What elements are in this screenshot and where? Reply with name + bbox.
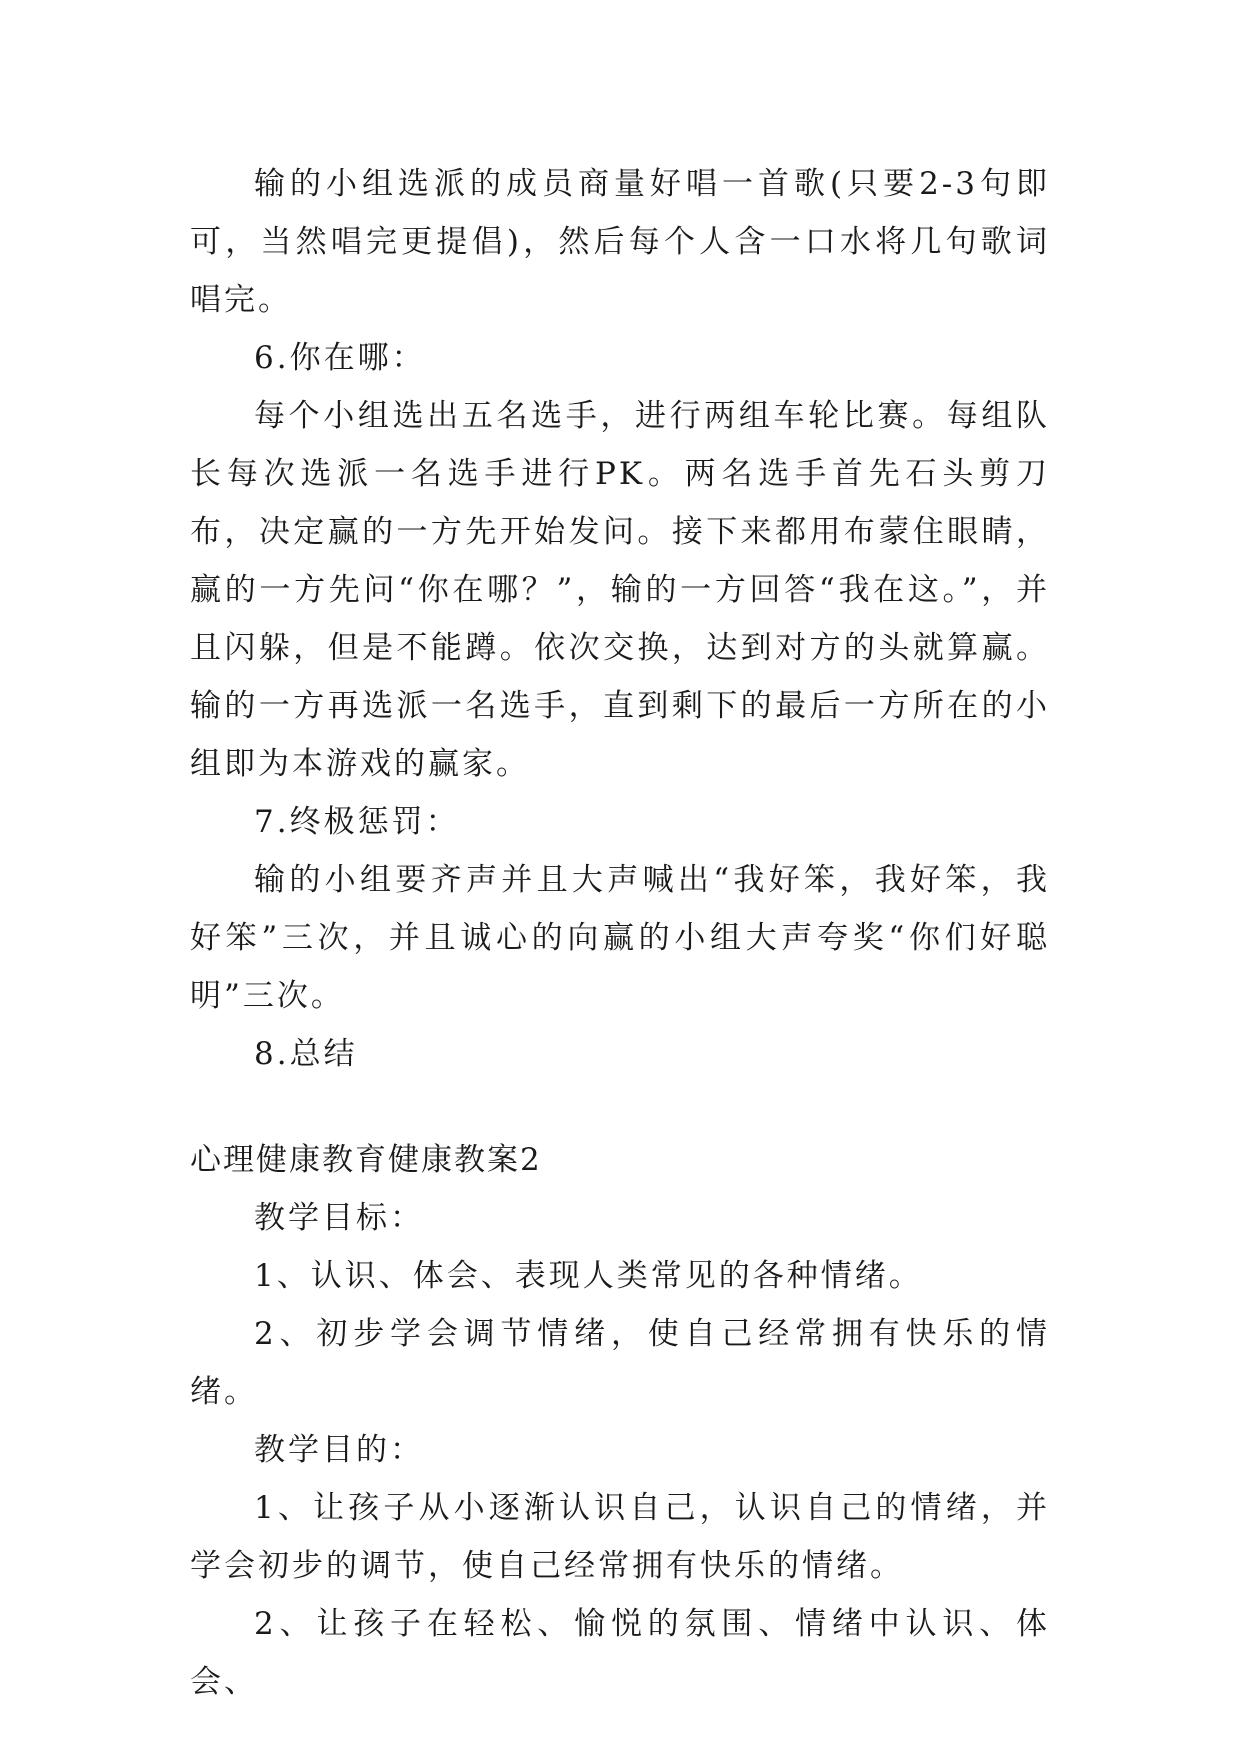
- document-page: [190, 155, 1050, 1711]
- teaching-purpose-heading: 教学目的：: [254, 1432, 424, 1468]
- item-heading-final-penalty: 7.终极惩罚：: [254, 804, 460, 840]
- teaching-goal-item: 2、初步学会调节情绪，使自己经常拥有快乐的情绪。: [190, 1316, 1050, 1410]
- teaching-purpose-item: 1、让孩子从小逐渐认识自己，认识自己的情绪，并学会初步的调节，使自己经常拥有快乐的情绪。: [190, 1490, 1050, 1584]
- teaching-purpose-item: 2、让孩子在轻松、愉悦的氛围、情绪中认识、体会、: [190, 1606, 1050, 1700]
- paragraph-song-rule: 输的小组选派的成员商量好唱一首歌(只要2-3句即可，当然唱完更提倡)，然后每个人含一口水将几句歌词唱完。: [190, 166, 1050, 318]
- teaching-goal-item: 1、认识、体会、表现人类常见的各种情绪。: [254, 1258, 923, 1294]
- paragraph-final-penalty: 输的小组要齐声并且大声喊出“我好笨，我好笨，我好笨”三次，并且诚心的向赢的小组大声夸奖“你们好聪明”三次。: [190, 862, 1050, 1014]
- item-heading-summary: 8.总结: [254, 1036, 358, 1072]
- item-heading-where-are-you: 6.你在哪：: [254, 340, 426, 376]
- section-title: 心理健康教育健康教案2: [190, 1142, 542, 1178]
- teaching-goals-heading: 教学目标：: [254, 1200, 424, 1236]
- section-spacer: [190, 1083, 1050, 1131]
- paragraph-where-are-you-rules: 每个小组选出五名选手，进行两组车轮比赛。每组队长每次选派一名选手进行PK。两名选手首先石头剪刀布，决定赢的一方先开始发问。接下来都用布蒙住眼睛，赢的一方先问“你在哪？”，输的一方回答“我在这。”，并且闪躲，但是不能蹲。依次交换，达到对方的头就算赢。输的一方再选派一名选手，直到剩下的最后一方所在的小组即为本游戏的赢家。: [190, 398, 1050, 782]
